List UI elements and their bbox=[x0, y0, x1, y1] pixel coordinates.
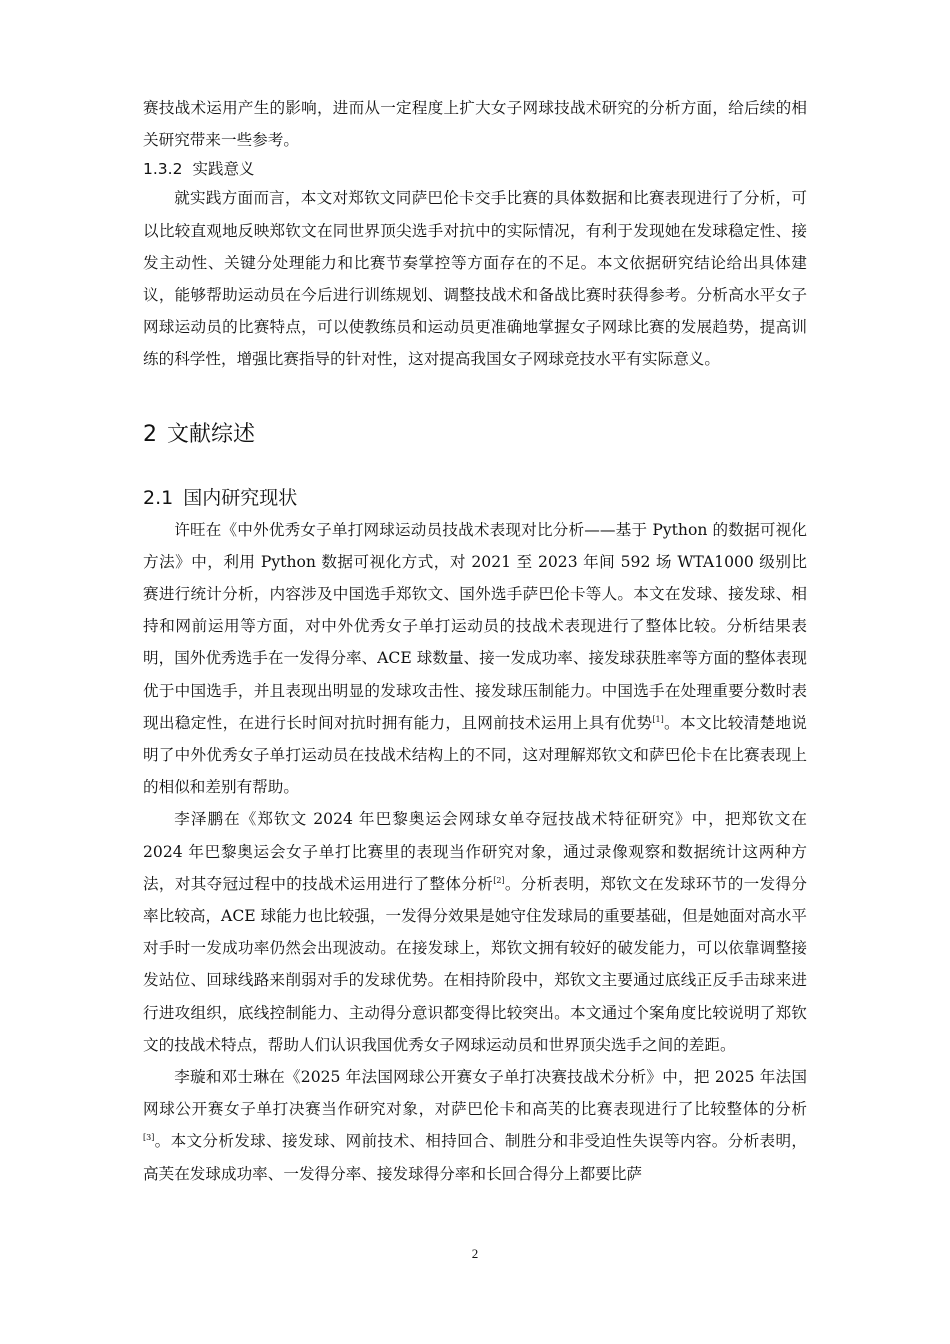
paragraph-text: 李璇和邓士琳在《2025 年法国网球公开赛女子单打决赛技战术分析》中，把 2025 年法国网球公开赛女子单打决赛当作研究对象，对萨巴伦卡和高芙的比赛表现进行了比较整体的分析 bbox=[143, 1068, 807, 1119]
page-body bbox=[143, 92, 807, 1190]
paragraph-practical-significance: 就实践方面而言，本文对郑钦文同萨巴伦卡交手比赛的具体数据和比赛表现进行了分析，可以比较直观地反映郑钦文在同世界顶尖选手对抗中的实际情况，有利于发现她在发球稳定性、接发主动性、关键分处理能力和比赛节奏掌控等方面存在的不足。本文依据研究结论给出具体建议，能够帮助运动员在今后进行训练规划、调整技战术和备战比赛时获得参考。分析高水平女子网球运动员的比赛特点，可以使教练员和运动员更准确地掌握女子网球比赛的发展趋势，提高训练的科学性，增强比赛指导的针对性，这对提高我国女子网球竞技水平有实际意义。 bbox=[143, 189, 807, 369]
paragraph-review-lixuan bbox=[143, 1061, 807, 1190]
section-title: 实践意义 bbox=[192, 160, 255, 179]
citation-ref-2[interactable]: [2] bbox=[493, 875, 505, 885]
paragraph-text-tail: 。本文分析发球、接发球、网前技术、相持回合、制胜分和非受迫性失误等内容。分析表明，高芙在发球成功率、一发得分率、接发球得分率和长回合得分上都要比萨 bbox=[143, 1132, 807, 1183]
paragraph-text: 李泽鹏在《郑钦文 2024 年巴黎奥运会网球女单夺冠技战术特征研究》中，把郑钦文在 2024 年巴黎奥运会女子单打比赛里的表现当作研究对象，通过录像观察和数据统计这两种方法，对其夺冠过程中的技战术运用进行了整体分析 bbox=[143, 810, 807, 893]
chapter-title: 文献综述 bbox=[167, 421, 256, 447]
paragraph-review-xu bbox=[143, 514, 807, 804]
section-number: 2.1 bbox=[143, 486, 174, 509]
section-title: 国内研究现状 bbox=[183, 486, 298, 509]
paragraph-text-tail: 。本文比较清楚地说明了中外优秀女子单打运动员在技战术结构上的不同，这对理解郑钦文和萨巴伦卡在比赛表现上的相似和差别有帮助。 bbox=[143, 713, 807, 797]
citation-ref-3[interactable]: [3] bbox=[143, 1133, 155, 1143]
chapter-number: 2 bbox=[143, 421, 157, 447]
citation-ref-1[interactable]: [1] bbox=[652, 714, 664, 724]
chapter-heading-2 bbox=[143, 420, 807, 450]
paragraph-text: 许旺在《中外优秀女子单打网球运动员技战术表现对比分析——基于 Python 的数据可视化方法》中，利用 Python 数据可视化方式，对 2021 至 2023 年间 592 场 WTA1000 级别比赛进行统计分析，内容涉及中国选手郑钦文、国外选手萨巴伦卡等人。本文在发球、接发球、相持和网前运用等方面，对中外优秀女子单打运动员的技战术表现进行了整体比较。分析结果表明，国外优秀选手在一发得分率、ACE 球数量、接一发成功率、接发球获胜率等方面的整体表现优于中国选手，并且表现出明显的发球攻击性、接发球压制能力。中国选手在处理重要分数时表现出稳定性，在进行长时间对抗时拥有能力，且网前技术运用上具有优势 bbox=[143, 520, 807, 732]
section-number: 1.3.2 bbox=[143, 160, 183, 179]
page-number: 2 bbox=[471, 1246, 479, 1261]
section-heading-2-1 bbox=[143, 484, 807, 512]
paragraph-text-tail: 。分析表明，郑钦文在发球环节的一发得分率比较高，ACE 球能力也比较强，一发得分效果是她守住发球局的重要基础，但是她面对高水平对手时一发成功率仍然会出现波动。在接发球上，郑钦文拥有较好的破发能力，可以依靠调整接发站位、回球线路来削弱对手的发球优势。在相持阶段中，郑钦文主要通过底线正反手击球来进行进攻组织，底线控制能力、主动得分意识都变得比较突出。本文通过个案角度比较说明了郑钦文的技战术特点，帮助人们认识我国优秀女子网球运动员和世界顶尖选手之间的差距。 bbox=[143, 874, 807, 1054]
paragraph-intro-continuation: 赛技战术运用产生的影响，进而从一定程度上扩大女子网球技战术研究的分析方面，给后续的相关研究带来一些参考。 bbox=[143, 99, 807, 150]
section-heading-1-3-2 bbox=[143, 156, 807, 182]
paragraph-review-li bbox=[143, 803, 807, 1061]
